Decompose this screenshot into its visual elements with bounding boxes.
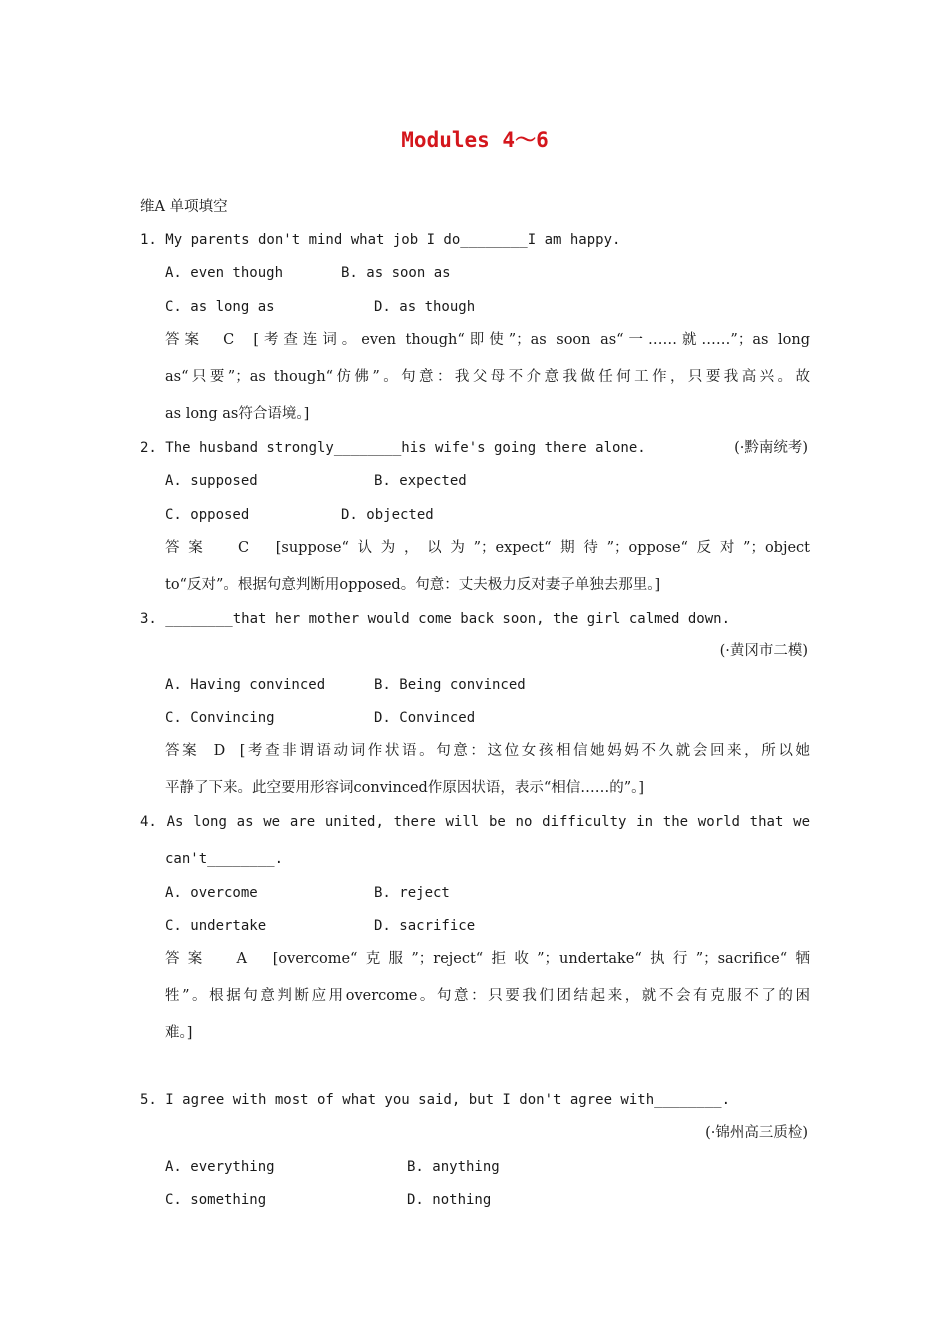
page-title: Modules 4～6 [401,128,549,152]
question-3-answer-line-2: 平静了下来。此空要用形容词convinced作原因状语，表示“相信……的”。] [165,780,645,796]
question-2-stem: 2. The husband strongly________his wife's going there alone. [140,440,646,456]
question-1-option-d: D. as though [374,299,476,315]
question-5-option-d: D. nothing [407,1192,492,1208]
question-4-answer-line-3: 难。] [165,1025,193,1041]
question-2-option-b: B. expected [374,473,467,489]
question-5-stem: 5. I agree with most of what you said, but I don't agree with________. [140,1092,731,1108]
question-5-option-c: C. something [165,1192,267,1208]
question-2-source: (·黔南统考) [734,440,808,456]
question-4-stem-line-2: can't________. [165,851,284,867]
question-3-option-b: B. Being convinced [374,677,526,693]
question-2-option-d: D. objected [341,507,434,523]
question-1-option-a: A. even though [165,265,284,281]
question-3-answer-line-1: 答案 D [考查非谓语动词作状语。句意：这位女孩相信她妈妈不久就会回来，所以她 [165,743,810,759]
question-4-answer-line-2: 牲”。根据句意判断应用overcome。句意：只要我们团结起来，就不会有克服不了的困 [165,988,810,1004]
question-2-answer-line-1: 答案 C [suppose“认为，以为”；expect“期待”；oppose“反对”；object [165,540,810,556]
question-3-option-a: A. Having convinced [165,677,326,693]
question-3-option-d: D. Convinced [374,710,476,726]
question-3-option-c: C. Convincing [165,710,275,726]
question-5-option-b: B. anything [407,1159,500,1175]
question-3-stem: 3. ________that her mother would come back soon, the girl calmed down. [140,611,731,627]
question-4-option-d: D. sacrifice [374,918,476,934]
question-5-option-a: A. everything [165,1159,275,1175]
section-header: 维A 单项填空 [140,199,228,215]
question-4-stem-line-1: 4. As long as we are united, there will be no difficulty in the world that we [140,814,810,830]
question-1-stem: 1. My parents don't mind what job I do________I am happy. [140,232,621,248]
question-4-option-c: C. undertake [165,918,267,934]
question-4-option-a: A. overcome [165,885,258,901]
question-5-source: (·锦州高三质检) [705,1125,808,1141]
question-1-option-c: C. as long as [165,299,275,315]
question-1-option-b: B. as soon as [341,265,451,281]
question-3-source: (·黄冈市二模) [719,643,808,659]
question-1-answer-line-2: as“只要”；as though“仿佛”。句意：我父母不介意我做任何工作，只要我高兴。故 [165,369,810,385]
question-2-option-a: A. supposed [165,473,258,489]
question-1-answer-line-3: as long as符合语境。] [165,406,310,422]
question-2-option-c: C. opposed [165,507,250,523]
question-1-answer-line-1: 答案 C [考查连词。even though“即使”；as soon as“一……就……”；as long [165,332,810,348]
question-4-answer-line-1: 答案 A [overcome“克服”；reject“拒收”；undertake“执行”；sacrifice“牺 [165,951,810,967]
question-2-answer-line-2: to“反对”。根据句意判断用opposed。句意：丈夫极力反对妻子单独去那里。] [165,577,661,593]
question-4-option-b: B. reject [374,885,450,901]
